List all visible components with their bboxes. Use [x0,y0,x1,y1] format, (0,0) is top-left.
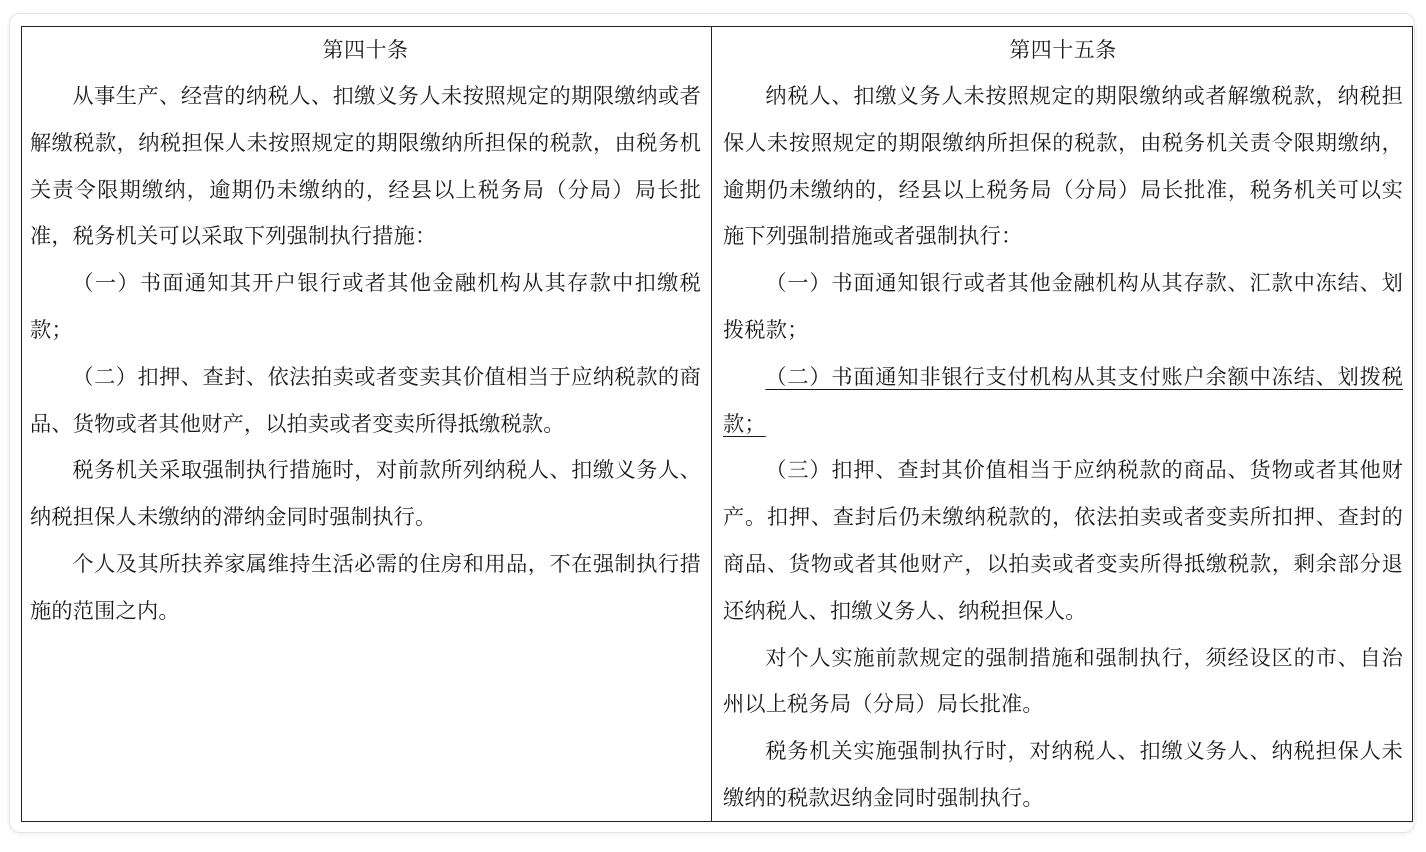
right-paragraph: 对个人实施前款规定的强制措施和强制执行，须经设区的市、自治州以上税务局（分局）局长批准。 [723,644,1403,717]
right-column [712,27,1411,821]
comparison-table [21,26,1413,822]
right-paragraph: （一）书面通知银行或者其他金融机构从其存款、汇款中冻结、划拨税款； [723,270,1403,342]
right-paragraph: 税务机关实施强制执行时，对纳税人、扣缴义务人、纳税担保人未缴纳的税款迟纳金同时强制执行。 [723,738,1403,810]
right-paragraph: （三）扣押、查封其价值相当于应纳税款的商品、货物或者其他财产。扣押、查封后仍未缴纳税款的，依法拍卖或者变卖所扣押、查封的商品、货物或者其他财产，以拍卖或者变卖所得抵缴税款，剩余部分退还纳税人、扣缴义务人、纳税担保人。 [723,457,1403,623]
right-article-heading: 第四十五条 [1009,38,1117,62]
left-paragraph: 税务机关采取强制执行措施时，对前款所列纳税人、扣缴义务人、纳税担保人未缴纳的滞纳金同时强制执行。 [30,457,701,530]
left-paragraph: 从事生产、经营的纳税人、扣缴义务人未按照规定的期限缴纳或者解缴税款，纳税担保人未按照规定的期限缴纳所担保的税款，由税务机关责令限期缴纳，逾期仍未缴纳的，经县以上税务局（分局）局长批准，税务机关可以采取下列强制执行措施： [30,83,701,249]
left-paragraph: （二）扣押、查封、依法拍卖或者变卖其价值相当于应纳税款的商品、货物或者其他财产，以拍卖或者变卖所得抵缴税款。 [30,363,701,436]
left-article-heading: 第四十条 [322,38,409,62]
right-paragraph: 纳税人、扣缴义务人未按照规定的期限缴纳或者解缴税款，纳税担保人未按照规定的期限缴纳所担保的税款，由税务机关责令限期缴纳，逾期仍未缴纳的，经县以上税务局（分局）局长批准，税务机关可以实施下列强制措施或者强制执行： [723,83,1403,249]
left-paragraph: （一）书面通知其开户银行或者其他金融机构从其存款中扣缴税款； [30,270,701,342]
left-column [22,27,712,821]
right-paragraph-underlined-addition: （二）书面通知非银行支付机构从其支付账户余额中冻结、划拨税款； [723,363,1403,436]
left-paragraph: 个人及其所扶养家属维持生活必需的住房和用品，不在强制执行措施的范围之内。 [30,550,701,623]
